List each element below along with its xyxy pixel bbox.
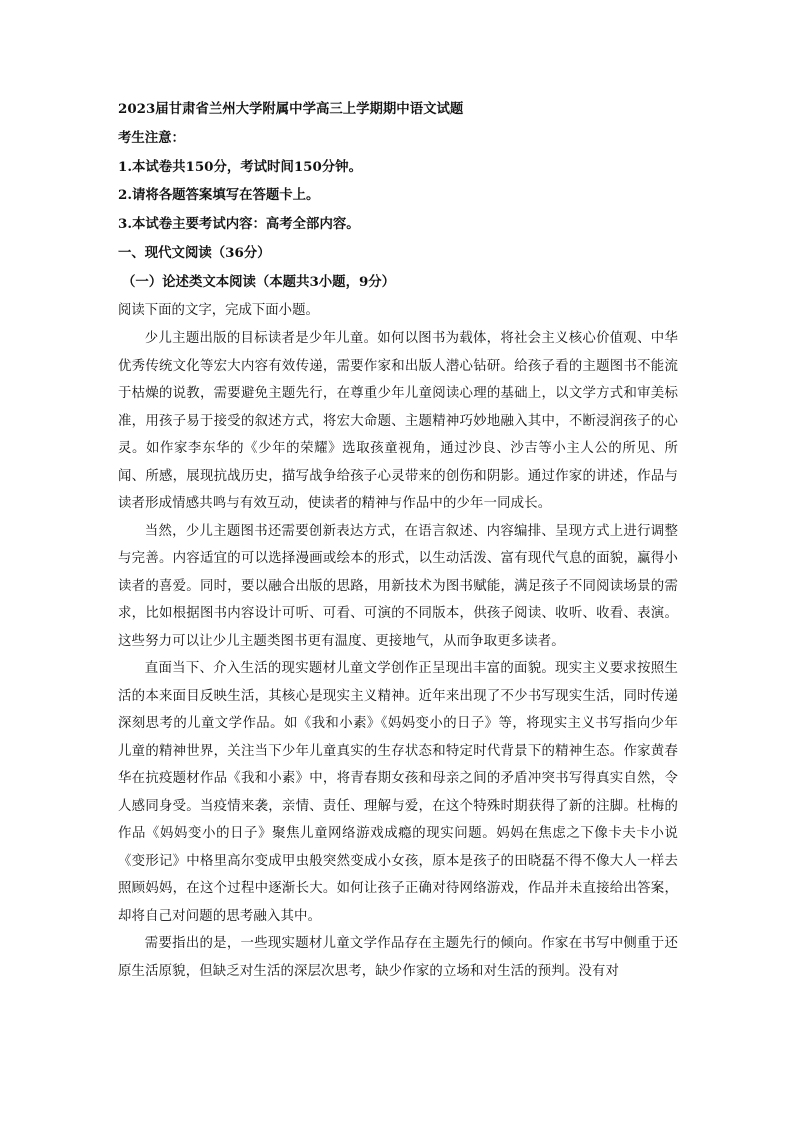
notice-item-1: 1.本试卷共150分，考试时间150分钟。 [118, 158, 362, 175]
body-paragraph-4: 需要指出的是，一些现实题材儿童文学作品存在主题先行的倾向。作家在书写中侧重于还原生活原貌，但缺乏对生活的深层次思考，缺少作家的立场和对生活的预判。没有对 [118, 936, 678, 979]
body-paragraph-3: 直面当下、介入生活的现实题材儿童文学创作正呈现出丰富的面貌。现实主义要求按照生活的本来面目反映生活，其核心是现实主义精神。近年来出现了不少书写现实生活，同时传递深刻思考的儿童文学作品。如《我和小素》《妈妈变小的日子》等，将现实主义书写指向少年儿童的精神世界，关注当下少年儿童真实的生存状态和特定时代背景下的精神生态。作家黄春华在抗疫题材作品《我和小素》中，将青春期女孩和母亲之间的矛盾冲突书写得真实自然，令人感同身受。当疫情来袭，亲情、责任、理解与爱，在这个特殊时期获得了新的注脚。杜梅的作品《妈妈变小的日子》聚焦儿童网络游戏成瘾的现实问题。妈妈在焦虑之下像卡夫卡小说《变形记》中格里高尔变成甲虫般突然变成小女孩，原本是孩子的田晓磊不得不像大人一样去照顾妈妈，在这个过程中逐渐长大。如何让孩子正确对待网络游戏，作品并未直接给出答案，却将自己对问题的思考融入其中。 [118, 661, 678, 924]
notice-item-2: 2.请将各题答案填写在答题卡上。 [118, 187, 320, 204]
subsection-heading: （一）论述类文本阅读（本题共3小题，9分） [122, 273, 396, 290]
notice-item-3: 3.本试卷主要考试内容：高考全部内容。 [118, 216, 360, 233]
notice-heading: 考生注意： [118, 129, 185, 146]
exam-title: 2023届甘肃省兰州大学附属中学高三上学期期中语文试题 [118, 101, 464, 117]
body-paragraph-2: 当然，少儿主题图书还需要创新表达方式，在语言叙述、内容编排、呈现方式上进行调整与完善。内容适宜的可以选择漫画或绘本的形式，以生动活泼、富有现代气息的面貌，赢得小读者的喜爱。同时，要以融合出版的思路，用新技术为图书赋能，满足孩子不同阅读场景的需求，比如根据图书内容设计可听、可看、可演的不同版本，供孩子阅读、收听、收看、表演。这些努力可以让少儿主题类图书更有温度、更接地气，从而争取更多读者。 [118, 523, 678, 649]
reading-instruction: 阅读下面的文字，完成下面小题。 [118, 302, 319, 318]
section-heading: 一、现代文阅读（36分） [118, 244, 271, 261]
document-content [118, 95, 678, 985]
body-paragraph-1: 少儿主题出版的目标读者是少年儿童。如何以图书为载体，将社会主义核心价值观、中华优秀传统文化等宏大内容有效传递，需要作家和出版人潜心钻研。给孩子看的主题图书不能流于枯燥的说教，需要避免主题先行，在尊重少年儿童阅读心理的基础上，以文学方式和审美标准，用孩子易于接受的叙述方式，将宏大命题、主题精神巧妙地融入其中，不断浸润孩子的心灵。如作家李东华的《少年的荣耀》选取孩童视角，通过沙良、沙吉等小主人公的所见、所闻、所感，展现抗战历史，描写战争给孩子心灵带来的创伤和阴影。通过作家的讲述，作品与读者形成情感共鸣与有效互动，使读者的精神与作品中的少年一同成长。 [118, 331, 678, 512]
